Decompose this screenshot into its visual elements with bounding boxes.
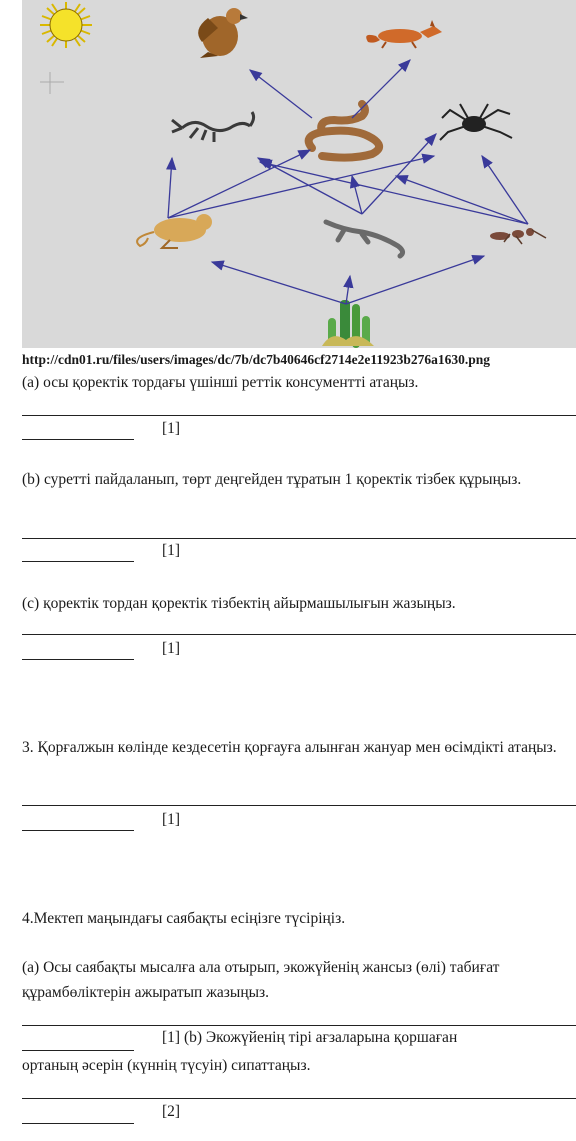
scorpion-icon — [172, 112, 254, 142]
mark-label: [1] — [162, 542, 181, 559]
answer-blank[interactable] — [22, 439, 134, 440]
arrows — [168, 60, 528, 304]
answer-line[interactable] — [22, 538, 576, 539]
ant-icon — [490, 228, 546, 244]
snake-icon — [309, 104, 379, 158]
question-4-text: 4.Мектеп маңындағы саябақты есіңізге түсіріңіз. — [22, 910, 346, 927]
answer-blank[interactable] — [22, 830, 134, 831]
lizard-icon — [326, 222, 403, 256]
answer-blank[interactable] — [22, 1123, 134, 1124]
mark-label: [1] — [162, 420, 181, 437]
jerboa-icon — [137, 214, 212, 248]
spider-icon — [440, 104, 512, 140]
question-4b-continuation: ортаның әсерін (күннің түсуін) сипаттаңыз. — [22, 1057, 311, 1074]
question-4a-text: (а) Осы саябақты мысалға ала отырып, экожүйенің жансыз (өлі) табиғат құрамбөліктерін ажыратып жазыңыз. — [22, 959, 500, 1001]
plus-mark-icon — [40, 72, 64, 94]
question-a-text: (а) осы қоректік тордағы үшінші реттік консументті атаңыз. — [22, 374, 419, 391]
source-url: http://cdn01.ru/files/users/images/dc/7b/dc7b40646cf2714e2e11923b276a1630.png — [22, 352, 491, 367]
question-3-text: 3. Қорғалжын көлінде кездесетін қорғауға алынған жануар мен өсімдікті атаңыз. — [22, 739, 557, 756]
answer-blank[interactable] — [22, 659, 134, 660]
mark-label: [1] — [162, 640, 181, 657]
answer-line[interactable] — [22, 634, 576, 635]
mark-label: [1] — [162, 811, 181, 828]
answer-line[interactable] — [22, 415, 576, 416]
mark-label: [2] — [162, 1103, 181, 1120]
answer-blank[interactable] — [22, 1050, 134, 1051]
hawk-icon — [198, 8, 248, 58]
answer-blank[interactable] — [22, 561, 134, 562]
cactus-icon — [322, 300, 374, 348]
answer-line[interactable] — [22, 1098, 576, 1099]
answer-line[interactable] — [22, 805, 576, 806]
food-web-diagram — [22, 0, 576, 348]
question-c-text: (с) қоректік тордан қоректік тізбектің айырмашылығын жазыңыз. — [22, 595, 456, 612]
question-b-text: (b) суретті пайдаланып, төрт деңгейден тұратын 1 қоректік тізбек құрыңыз. — [22, 471, 522, 488]
food-web-figure — [22, 0, 576, 348]
sun-icon — [40, 2, 92, 48]
answer-line[interactable] — [22, 1025, 576, 1026]
fox-icon — [366, 20, 442, 48]
question-4b-start: [1] (b) Экожүйенің тірі ағзаларына қоршаған — [162, 1029, 458, 1046]
